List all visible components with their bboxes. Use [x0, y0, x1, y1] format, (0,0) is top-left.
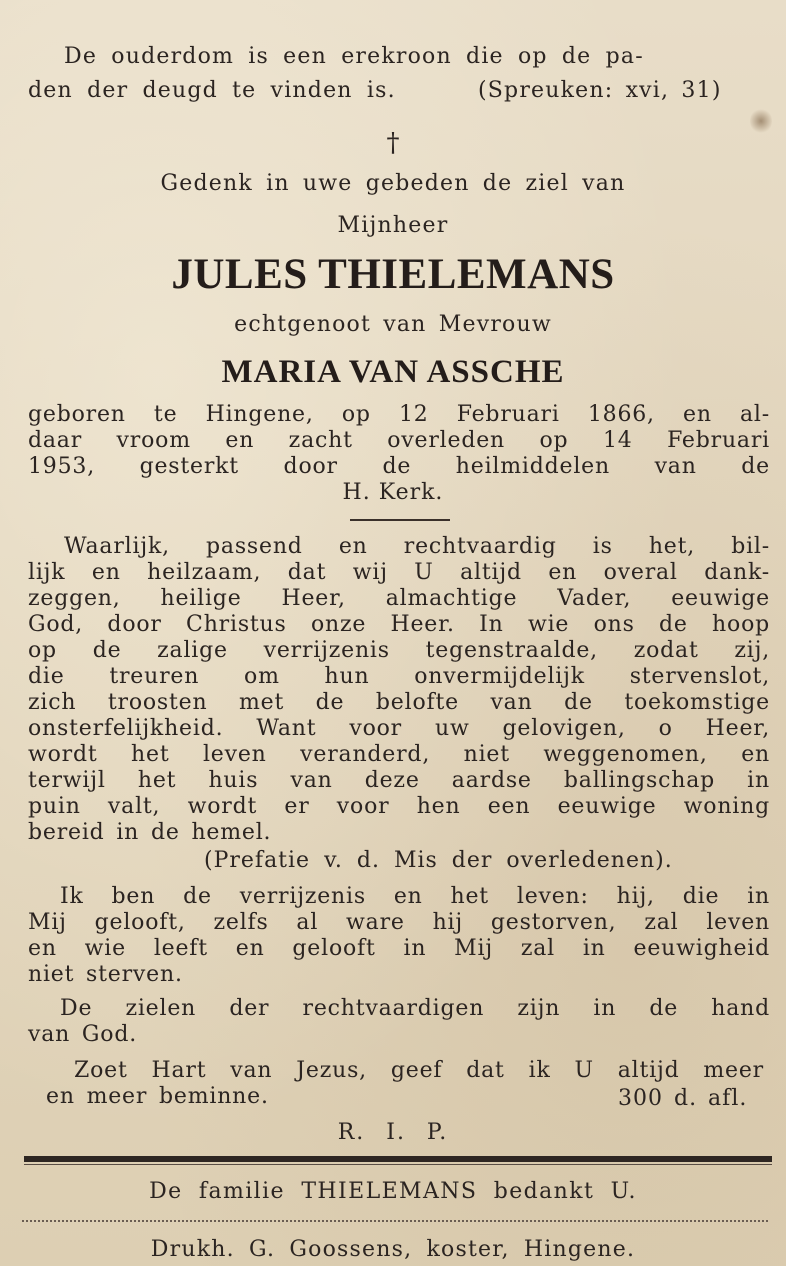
quote-line-2: den der deugd te vinden is. — [28, 78, 396, 103]
wisdom-line: De zielen der rechtvaardigen zijn in de hand — [60, 996, 770, 1021]
prayer-line: zeggen, heilige Heer, almachtige Vader, eeuwige — [28, 586, 770, 611]
honorific: Mijnheer — [337, 213, 449, 238]
rip-text: R. I. P. — [337, 1120, 449, 1145]
bottom-thin-rule — [24, 1164, 772, 1165]
prayer-line: op de zalige verrijzenis tegenstraalde, zodat zij, — [28, 638, 770, 663]
quote-line-1: De ouderdom is een erekroon die op de pa- — [64, 44, 644, 69]
scripture-line: Ik ben de verrijzenis en het leven: hij, die in — [60, 884, 770, 909]
bio-line: daar vroom en zacht overleden op 14 Februari — [28, 428, 770, 453]
prayer-line: Waarlijk, passend en rechtvaardig is het, bil- — [64, 534, 770, 559]
prayer-line: puin valt, wordt er voor hen een eeuwige woning — [28, 794, 770, 819]
indulgence-note: 300 d. afl. — [618, 1086, 748, 1111]
invocation-line-last: en meer beminne. — [46, 1084, 269, 1109]
prayer-line: terwijl het huis van deze aardse ballingschap in — [28, 768, 770, 793]
bio-line: geboren te Hingene, op 12 Februari 1866, en al- — [28, 402, 770, 427]
bio-line: 1953, gesterkt door de heilmiddelen van de — [28, 454, 770, 479]
bottom-thick-rule — [24, 1156, 772, 1162]
spouse-name: MARIA VAN ASSCHE — [221, 354, 565, 390]
prayer-line: lijk en heilzaam, dat wij U altijd en overal dank- — [28, 560, 770, 585]
family-thanks: De familie THIELEMANS bedankt U. — [149, 1179, 637, 1204]
section-divider — [350, 519, 450, 521]
spouse-intro: echtgenoot van Mevrouw — [234, 312, 552, 337]
prayer-source: (Prefatie v. d. Mis der overledenen). — [204, 848, 673, 873]
prayer-line-last: bereid in de hemel. — [28, 820, 272, 845]
quote-reference: (Spreuken: xvi, 31) — [478, 78, 722, 103]
dotted-divider — [22, 1220, 768, 1222]
prayer-line: die treuren om hun onvermijdelijk stervenslot, — [28, 664, 770, 689]
deceased-name: JULES THIELEMANS — [171, 251, 615, 298]
printer-credit: Drukh. G. Goossens, koster, Hingene. — [150, 1237, 636, 1262]
prayer-line: wordt het leven veranderd, niet weggenomen, en — [28, 742, 770, 767]
scripture-line: Mij gelooft, zelfs al ware hij gestorven, zal leven — [28, 910, 770, 935]
prayer-line: zich troosten met de belofte van de toekomstige — [28, 690, 770, 715]
invocation-line: Zoet Hart van Jezus, geef dat ik U altijd meer — [74, 1058, 764, 1083]
prayer-line: God, door Christus onze Heer. In wie ons de hoop — [28, 612, 770, 637]
cross-icon: † — [386, 128, 400, 158]
scripture-line: en wie leeft en gelooft in Mij zal in eeuwigheid — [28, 936, 770, 961]
prayer-line: onsterfelijkheid. Want voor uw gelovigen, o Heer, — [28, 716, 770, 741]
wisdom-line-last: van God. — [28, 1022, 138, 1047]
scripture-line-last: niet sterven. — [28, 962, 183, 987]
bio-line-last: H. Kerk. — [342, 480, 444, 505]
intro-text: Gedenk in uwe gebeden de ziel van — [160, 171, 626, 196]
